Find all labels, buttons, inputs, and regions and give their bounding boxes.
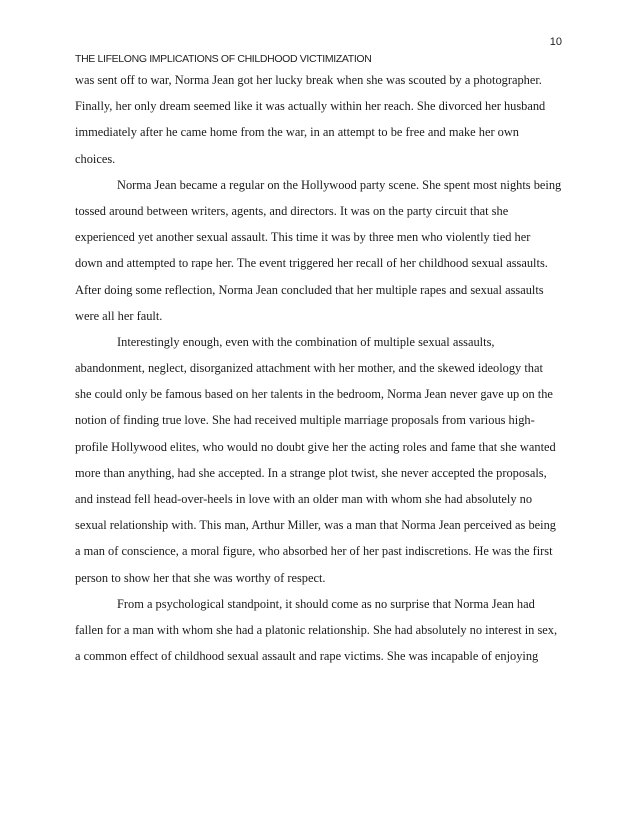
body-line: person to show her that she was worthy of respect.	[75, 570, 326, 585]
body-line: Interestingly enough, even with the combination of multiple sexual assaults,	[117, 334, 495, 349]
body-line: a man of conscience, a moral figure, who absorbed her of her past indiscretions. He was the first	[75, 544, 553, 559]
body-line: Norma Jean became a regular on the Hollywood party scene. She spent most nights being	[117, 177, 562, 192]
running-head: THE LIFELONG IMPLICATIONS OF CHILDHOOD VICTIMIZATION	[75, 53, 372, 65]
body-line: experienced yet another sexual assault. This time it was by three men who violently tied her	[75, 230, 531, 245]
body-line: immediately after he came home from the war, in an attempt to be free and make her own	[75, 125, 520, 140]
body-line: were all her fault.	[75, 308, 163, 323]
body-line: notion of finding true love. She had received multiple marriage proposals from various high-	[75, 413, 535, 428]
body-line: choices.	[75, 151, 116, 166]
body-line: sexual relationship with. This man, Arthur Miller, was a man that Norma Jean perceived as being	[75, 518, 557, 533]
body-line: From a psychological standpoint, it should come as no surprise that Norma Jean had	[117, 596, 535, 611]
body-line: she could only be famous based on her talents in the bedroom, Norma Jean never gave up on the	[75, 387, 553, 402]
body-line: and instead fell head-over-heels in love with an older man with whom she had absolutely no	[75, 492, 533, 506]
body-line: fallen for a man with whom she had a platonic relationship. She had absolutely no interest in sex,	[75, 622, 558, 637]
body-line: abandonment, neglect, disorganized attachment with her mother, and the skewed ideology that	[75, 361, 543, 376]
body-line: tossed around between writers, agents, and directors. It was on the party circuit that she	[75, 203, 509, 218]
body-line: profile Hollywood elites, who would no doubt give her the acting roles and fame that she wanted	[75, 439, 556, 454]
body-line: After doing some reflection, Norma Jean concluded that her multiple rapes and sexual assaults	[75, 282, 544, 297]
body-text	[75, 67, 575, 669]
body-line: a common effect of childhood sexual assault and rape victims. She was incapable of enjoying	[75, 649, 539, 664]
page-number: 10	[549, 36, 562, 48]
body-line: more than anything, had she accepted. In a strange plot twist, she never accepted the proposals,	[75, 465, 547, 480]
body-line: Finally, her only dream seemed like it was actually within her reach. She divorced her husband	[75, 99, 546, 114]
body-line: down and attempted to rape her. The event triggered her recall of her childhood sexual assaults.	[75, 256, 548, 271]
body-line: was sent off to war, Norma Jean got her lucky break when she was scouted by a photographer.	[75, 73, 542, 87]
